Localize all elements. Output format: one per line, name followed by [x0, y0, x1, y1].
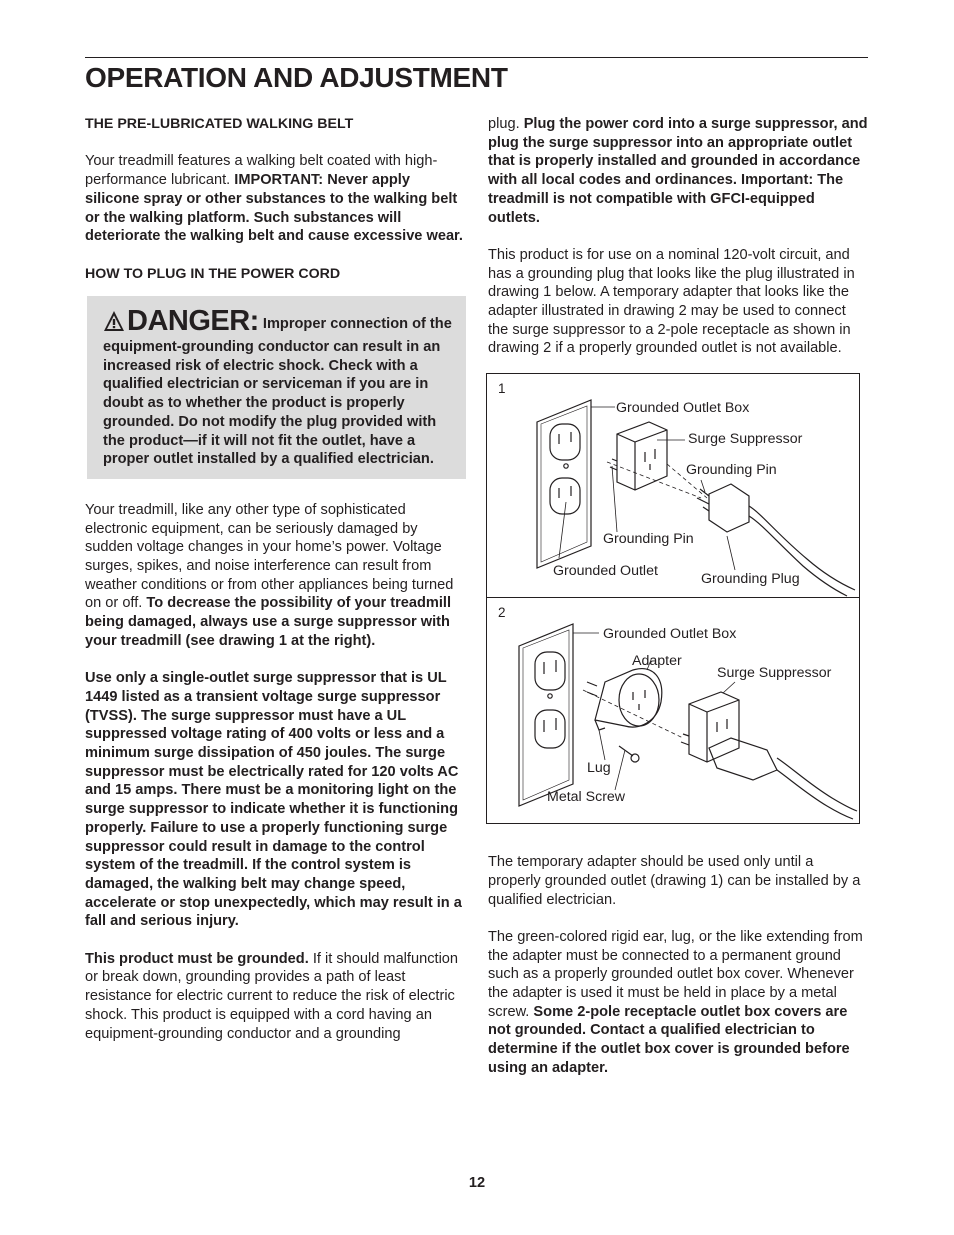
single-outlet-paragraph [85, 669, 467, 931]
grounded-paragraph [85, 950, 467, 1044]
top-rule [85, 57, 868, 58]
warning-triangle-icon [103, 310, 125, 338]
danger-box [87, 296, 466, 479]
temp-adapter-paragraph: The temporary adapter should be used only until a properly grounded outlet (drawing 1) can be installed by a qualified electrician. [488, 854, 861, 908]
plug-bold: Plug the power cord into a surge suppressor, and plug the surge suppressor into an appropriate outlet that is properly installed and grounded in accordance with all local codes and ordinances. Important: The treadmill is not compatible with GFCI-equipped outlets. [488, 116, 868, 226]
green-bold: Some 2-pole receptacle outlet box covers are not grounded. Contact a qualified electrician to determine if the outlet box cover is grounded before using an adapter. [488, 1003, 850, 1076]
label-surge-suppressor-2: Surge Suppressor [717, 665, 832, 682]
surge-text: Your treadmill, like any other type of sophisticated electronic equipment, can be seriously damaged by sudden voltage changes in your home’s power. Voltage surges, spikes, and noise interference can result from weather conditions or from other appliances being turned on or off. [85, 501, 454, 612]
drawing-1-number: 1 [498, 381, 506, 397]
left-column [85, 115, 467, 1043]
plug-start: plug. [488, 116, 524, 132]
label-grounded-outlet-box-2: Grounded Outlet Box [603, 626, 737, 643]
grounded-bold: This product must be grounded. [85, 950, 309, 967]
label-grounding-pin-left: Grounding Pin [603, 531, 694, 548]
label-grounded-outlet-box-1: Grounded Outlet Box [616, 400, 750, 417]
label-surge-suppressor-1: Surge Suppressor [688, 431, 803, 448]
surge-bold: To decrease the possibility of your treadmill being damaged, always use a surge suppressor with your treadmill (see drawing 1 at the right). [85, 595, 452, 649]
danger-word: DANGER: [127, 305, 259, 338]
green-text: The green-colored rigid ear, lug, or the like extending from the adapter must be connected to a permanent ground such as a properly grounded outlet box cover. Whenever the adapter is used it must be held in place by a metal screw. [488, 928, 863, 1020]
belt-paragraph [85, 152, 467, 246]
grounded-text: If it should malfunction or break down, grounding provides a path of least resistance for electric current to reduce the risk of electric shock. This product is equipped with a cord having an equipment-grounding conductor and a grounding [85, 950, 459, 1042]
cord-heading: HOW TO PLUG IN THE POWER CORD [85, 265, 341, 282]
belt-text: Your treadmill features a walking belt coated with high-performance lubricant. [85, 153, 438, 189]
belt-important: IMPORTANT: Never apply silicone spray or other substances to the walking belt or the walking platform. Such substances will deteriorate the walking belt and cause excessive wear. [85, 172, 463, 245]
label-lug: Lug [587, 760, 611, 777]
circuit-paragraph: This product is for use on a nominal 120-volt circuit, and has a grounding plug that looks like the plug illustrated in drawing 1 below. A temporary adapter that looks like the adapter illustrated in drawing 2 may be used to connect the surge suppressor to a 2-pole receptacle as shown in drawing 2 if a properly grounded outlet is not available. [488, 246, 855, 357]
drawing-1 [487, 374, 859, 597]
label-grounded-outlet: Grounded Outlet [553, 563, 658, 580]
drawing-2 [487, 597, 859, 823]
plug-paragraph [488, 115, 870, 227]
page-title: OPERATION AND ADJUSTMENT [85, 62, 508, 93]
belt-heading: THE PRE-LUBRICATED WALKING BELT [85, 116, 354, 132]
right-column [488, 115, 870, 1078]
figure-box [486, 373, 860, 824]
green-lug-paragraph [488, 928, 870, 1078]
label-grounding-plug: Grounding Plug [701, 571, 800, 588]
label-adapter: Adapter [632, 653, 682, 670]
label-metal-screw: Metal Screw [547, 789, 626, 806]
page-number: 12 [468, 1175, 486, 1191]
label-grounding-pin-right: Grounding Pin [686, 462, 777, 479]
drawing-2-number: 2 [498, 605, 506, 621]
surge-paragraph [85, 501, 467, 651]
single-outlet-bold: Use only a single-outlet surge suppressor that is UL 1449 listed as a transient voltage surge suppressor (TVSS). The surge suppressor must have a UL suppressed voltage rating of 400 volts or less and a minimum surge dissipation of 450 joules. The surge suppressor must be electrically rated for 120 volts AC and 15 amps. There must be a monitoring light on the surge suppressor to indicate whether it is functioning properly. Failure to use a properly functioning surge suppressor could result in damage to the control system of the treadmill. If the control system is damaged, the walking belt may change speed, accelerate or stop unexpectedly, which may result in a fall and serious injury. [85, 670, 462, 930]
danger-text: Improper connection of the equipment-grounding conductor can result in an increased risk of electric shock. Check with a qualified electrician or serviceman if you are in doubt as to whether the product is properly grounded. Do not modify the plug provided with the product—if it will not fit the outlet, have a proper outlet installed by a qualified electrician. [103, 316, 452, 468]
